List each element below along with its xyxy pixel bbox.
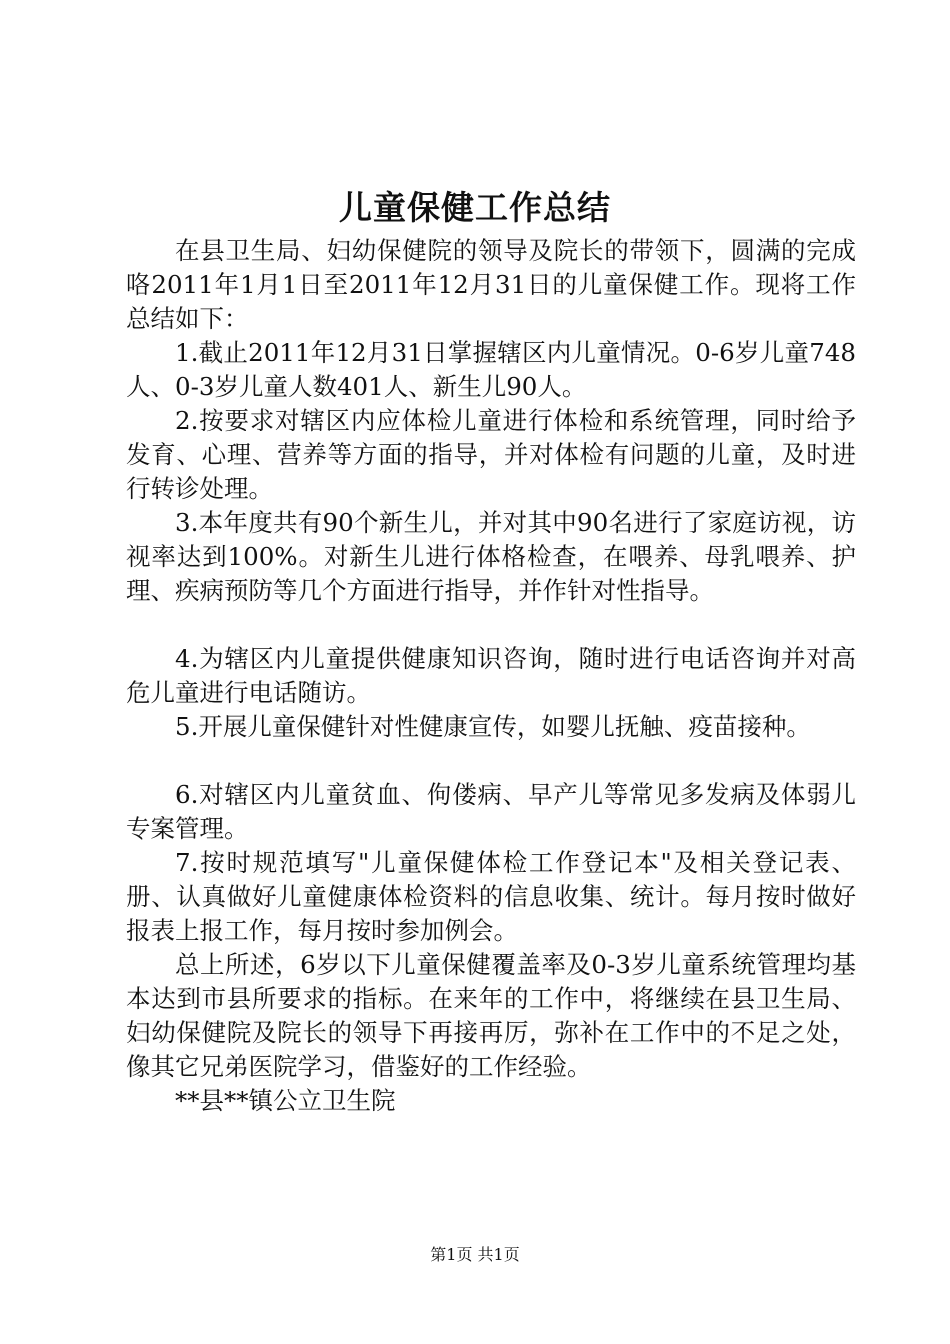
paragraph-item-5: 5.开展儿童保健针对性健康宣传，如婴儿抚触、疫苗接种。	[175, 712, 811, 741]
document-title: 儿童保健工作总结	[339, 188, 611, 227]
page-footer: 第1页 共1页	[430, 1245, 520, 1264]
signature-line: **县**镇公立卫生院	[175, 1086, 396, 1115]
paragraph-item-4: 4.为辖区内儿童提供健康知识咨询，随时进行电话咨询并对高危儿童进行电话随访。	[126, 644, 856, 707]
paragraph-item-7: 7.按时规范填写"儿童保健体检工作登记本"及相关登记表、册、认真做好儿童健康体检资料的信息收集、统计。每月按时做好报表上报工作，每月按时参加例会。	[126, 848, 856, 945]
paragraph-spacer	[126, 608, 856, 642]
paragraph-item-6: 6.对辖区内儿童贫血、佝偻病、早产儿等常见多发病及体弱儿专案管理。	[126, 780, 856, 843]
paragraph-item-3: 3.本年度共有90个新生儿，并对其中90名进行了家庭访视，访视率达到100%。对新生儿进行体格检查，在喂养、母乳喂养、护理、疾病预防等几个方面进行指导，并作针对性指导。	[126, 508, 856, 605]
paragraph-spacer	[126, 744, 856, 778]
document-body	[126, 234, 856, 1118]
paragraph-item-1: 1.截止2011年12月31日掌握辖区内儿童情况。0-6岁儿童748人、0-3岁儿童人数401人、新生儿90人。	[126, 338, 856, 401]
paragraph-summary: 总上所述，6岁以下儿童保健覆盖率及0-3岁儿童系统管理均基本达到市县所要求的指标。在来年的工作中，将继续在县卫生局、妇幼保健院及院长的领导下再接再厉，弥补在工作中的不足之处，像其它兄弟医院学习，借鉴好的工作经验。	[126, 950, 856, 1081]
paragraph-item-2: 2.按要求对辖区内应体检儿童进行体检和系统管理，同时给予发育、心理、营养等方面的指导，并对体检有问题的儿童，及时进行转诊处理。	[126, 406, 856, 503]
paragraph-intro: 在县卫生局、妇幼保健院的领导及院长的带领下，圆满的完成咯2011年1月1日至2011年12月31日的儿童保健工作。现将工作总结如下：	[126, 236, 856, 333]
